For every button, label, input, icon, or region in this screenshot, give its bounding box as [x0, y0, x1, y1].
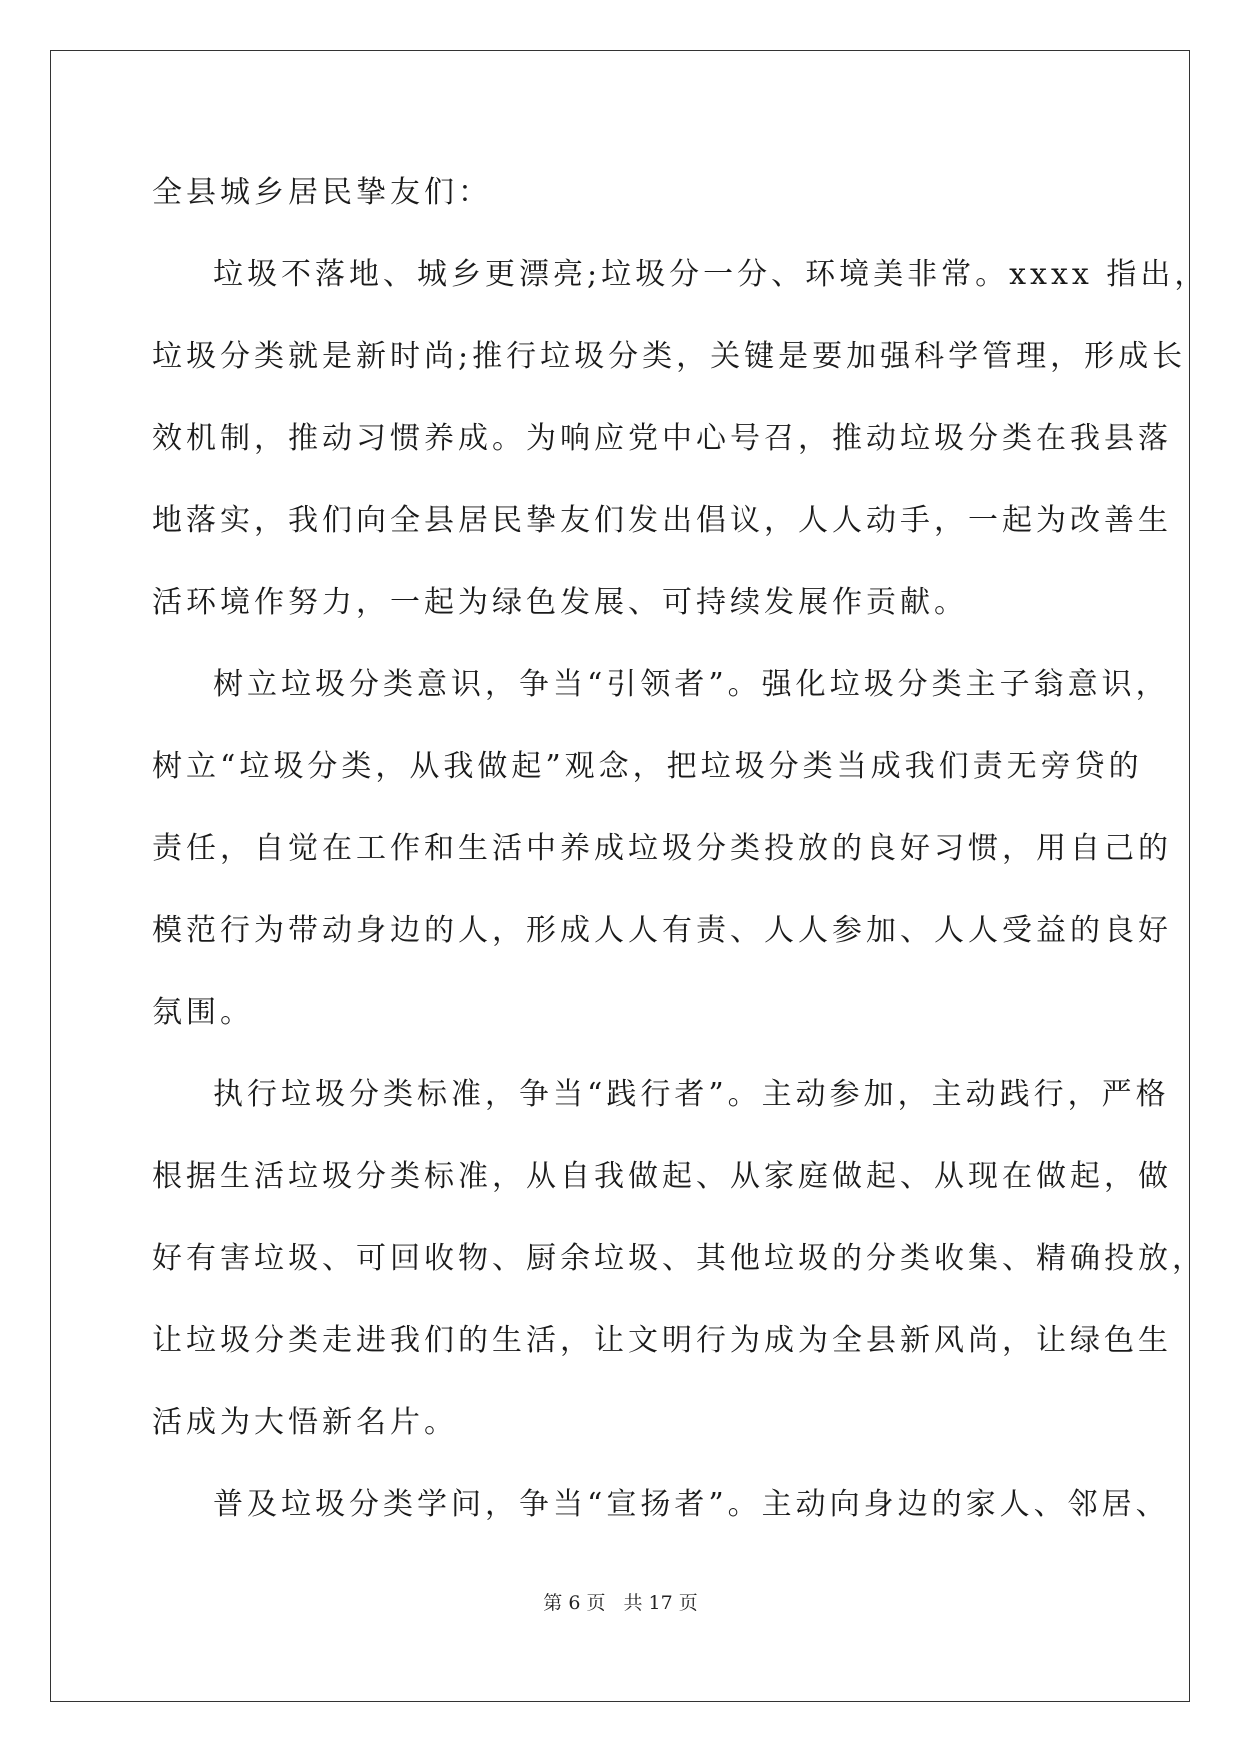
paragraph-line: 让垃圾分类走进我们的生活，让文明行为成为全县新风尚，让绿色生: [152, 1323, 1172, 1358]
paragraph-line: 垃圾不落地、城乡更漂亮;垃圾分一分、环境美非常。xxxx 指出，: [213, 257, 1209, 292]
paragraph-line: 执行垃圾分类标准，争当“践行者”。主动参加，主动践行，严格: [213, 1077, 1170, 1112]
paragraph-line: 氛围。: [152, 995, 254, 1030]
paragraph-line: 模范行为带动身边的人，形成人人有责、人人参加、人人受益的良好: [152, 913, 1172, 948]
paragraph-line: 效机制，推动习惯养成。为响应党中心号召，推动垃圾分类在我县落: [152, 421, 1172, 456]
paragraph-line: 根据生活垃圾分类标准，从自我做起、从家庭做起、从现在做起，做: [152, 1159, 1172, 1194]
page-total: 共 17 页: [623, 1592, 698, 1614]
paragraph-line: 普及垃圾分类学问，争当“宣扬者”。主动向身边的家人、邻居、: [213, 1487, 1170, 1522]
paragraph-line: 好有害垃圾、可回收物、厨余垃圾、其他垃圾的分类收集、精确投放，: [152, 1241, 1206, 1276]
paragraph-line: 活成为大悟新名片。: [152, 1405, 458, 1440]
paragraph-line: 树立“垃圾分类，从我做起”观念，把垃圾分类当成我们责无旁贷的: [152, 749, 1143, 784]
paragraph-line: 地落实，我们向全县居民挚友们发出倡议，人人动手，一起为改善生: [152, 503, 1172, 538]
document-body: [152, 163, 1209, 1557]
page-footer: [0, 1590, 1241, 1616]
paragraph-line: 树立垃圾分类意识，争当“引领者”。强化垃圾分类主子翁意识，: [213, 667, 1170, 702]
paragraph-line: 责任，自觉在工作和生活中养成垃圾分类投放的良好习惯，用自己的: [152, 831, 1172, 866]
salutation-line: 全县城乡居民挚友们：: [152, 175, 492, 210]
page-number: 第 6 页: [543, 1592, 606, 1614]
paragraph-line: 活环境作努力，一起为绿色发展、可持续发展作贡献。: [152, 585, 968, 620]
paragraph-line: 垃圾分类就是新时尚;推行垃圾分类，关键是要加强科学管理，形成长: [152, 339, 1187, 374]
